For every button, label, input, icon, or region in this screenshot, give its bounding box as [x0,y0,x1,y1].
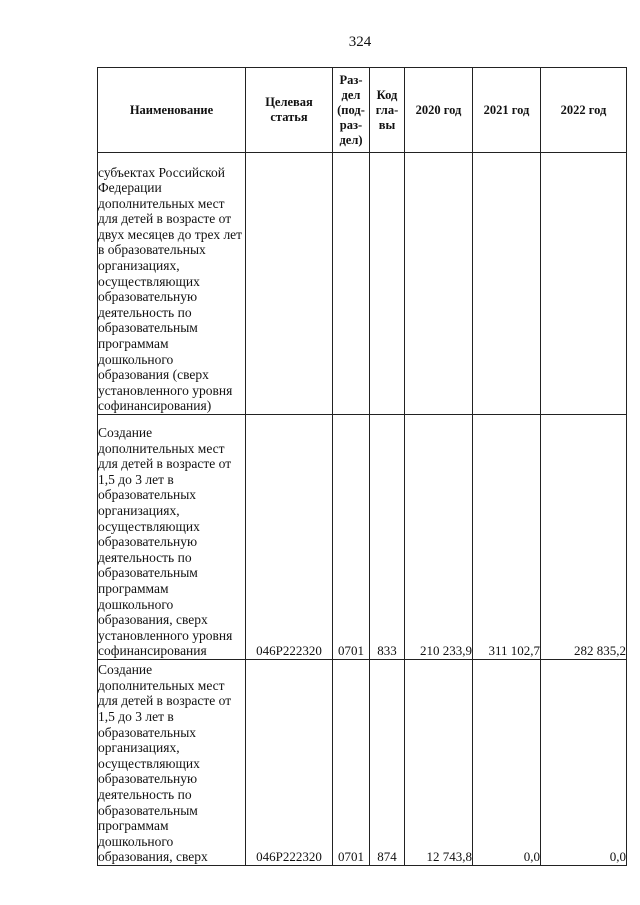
row-target-article-cell [246,153,333,415]
table-row [98,660,627,866]
header-year-2022: 2022 год [541,68,627,153]
row-amount-2020-cell: 210 233,9 [405,415,473,660]
row-amount-2021-cell: 311 102,7 [473,415,541,660]
header-year-2021: 2021 год [473,68,541,153]
row-amount-2021-cell [473,153,541,415]
row-amount-2022-cell: 282 835,2 [541,415,627,660]
row-amount-2022-cell [541,153,627,415]
row-amount-2022-cell: 0,0 [541,660,627,866]
row-target-article-cell: 046P222320 [246,415,333,660]
header-section: Раз- дел (под- раз- дел) [333,68,370,153]
header-target-article: Целевая статья [246,68,333,153]
row-chapter-code-cell: 874 [370,660,405,866]
row-section-cell: 0701 [333,415,370,660]
budget-table [97,67,627,866]
row-name-cell: Создание дополнительных мест для детей в возрасте от 1,5 до 3 лет в образовательных организациях, осуществляющих образовательную деятельность по образовательным программам дошкольного образования, сверх [98,660,246,866]
header-year-2020: 2020 год [405,68,473,153]
table-row [98,415,627,660]
header-name: Наименование [98,68,246,153]
row-chapter-code-cell [370,153,405,415]
row-section-cell [333,153,370,415]
row-amount-2020-cell [405,153,473,415]
table-row [98,153,627,415]
table-body [98,153,627,866]
row-name-cell: субъектах Российской Федерации дополнительных мест для детей в возрасте от двух месяцев до трех лет в образовательных организациях, осуществляющих образовательную деятельность по образовательным программам дошкольного образования (сверх установленного уровня софинансирования) [98,153,246,415]
header-chapter-code: Код гла- вы [370,68,405,153]
row-amount-2020-cell: 12 743,8 [405,660,473,866]
table-header-row [98,68,627,153]
row-section-cell: 0701 [333,660,370,866]
row-chapter-code-cell: 833 [370,415,405,660]
page-number: 324 [348,34,372,50]
row-name-cell: Создание дополнительных мест для детей в возрасте от 1,5 до 3 лет в образовательных организациях, осуществляющих образовательную деятельность по образовательным программам дошкольного образования, сверх установленного уровня софинансирования [98,415,246,660]
row-amount-2021-cell: 0,0 [473,660,541,866]
row-target-article-cell: 046P222320 [246,660,333,866]
